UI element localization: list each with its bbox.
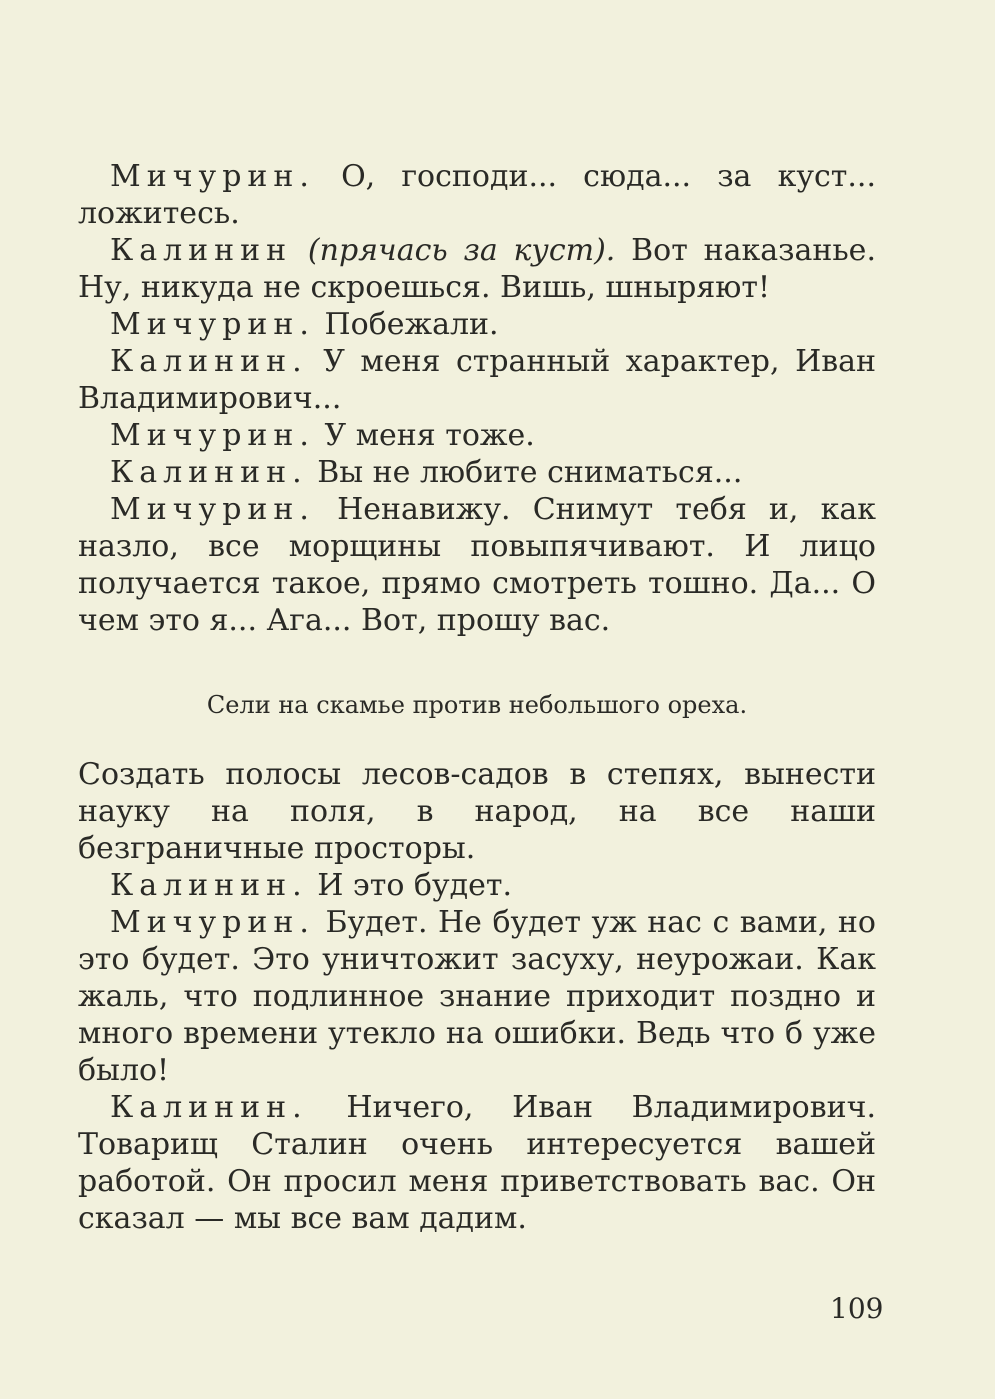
dialogue-text: Создать полосы лесов-садов в степях, вынести науку на поля, в народ, на все наши безграничные просторы. bbox=[78, 757, 876, 866]
dialogue-text: О, господи... сюда... за куст... ложитесь. bbox=[78, 159, 876, 231]
dialogue-text: И это будет. bbox=[307, 868, 512, 903]
dialogue-paragraph bbox=[78, 232, 876, 306]
dialogue-paragraph bbox=[78, 756, 876, 867]
stage-remark: (прячась за куст). bbox=[292, 233, 616, 268]
dialogue-paragraph bbox=[78, 1089, 876, 1237]
dialogue-text: Вот наказанье. Ну, никуда не скроешься. Вишь, шныряют! bbox=[78, 233, 876, 305]
dialogue-text: Вы не любите сниматься... bbox=[307, 455, 743, 490]
speaker-name: Калинин bbox=[110, 233, 293, 268]
speaker-name: Мичурин. bbox=[110, 905, 315, 940]
dialogue-text: У меня странный характер, Иван Владимирович... bbox=[78, 344, 876, 416]
speaker-name: Калинин. bbox=[110, 344, 308, 379]
dialogue-block-top bbox=[78, 158, 876, 639]
dialogue-paragraph bbox=[78, 454, 876, 491]
dialogue-paragraph bbox=[78, 343, 876, 417]
dialogue-paragraph bbox=[78, 417, 876, 454]
dialogue-text: Побежали. bbox=[314, 307, 499, 342]
dialogue-paragraph bbox=[78, 867, 876, 904]
speaker-name: Калинин. bbox=[110, 455, 308, 490]
dialogue-block-bottom bbox=[78, 756, 876, 1237]
dialogue-text: Будет. Не будет уж нас с вами, но это будет. Это уничтожит засуху, неурожаи. Как жаль, что подлинное знание приходит поздно и много времени утекло на ошибки. Ведь что б уже было! bbox=[78, 905, 876, 1088]
page-number: 109 bbox=[830, 1292, 884, 1325]
speaker-name: Мичурин. bbox=[110, 492, 315, 527]
speaker-name: Мичурин. bbox=[110, 418, 315, 453]
dialogue-paragraph bbox=[78, 904, 876, 1089]
speaker-name: Мичурин. bbox=[110, 307, 315, 342]
speaker-name: Мичурин. bbox=[110, 159, 315, 194]
dialogue-paragraph bbox=[78, 306, 876, 343]
dialogue-text: Ненавижу. Снимут тебя и, как назло, все морщины повыпячивают. И лицо получается такое, прямо смотреть тошно. Да... О чем это я... Ага... Вот, прошу вас. bbox=[78, 492, 876, 638]
speaker-name: Калинин. bbox=[110, 1090, 308, 1125]
dialogue-paragraph bbox=[78, 491, 876, 639]
dialogue-paragraph bbox=[78, 158, 876, 232]
stage-direction: Сели на скамье против небольшого ореха. bbox=[206, 691, 748, 719]
speaker-name: Калинин. bbox=[110, 868, 308, 903]
dialogue-text: У меня тоже. bbox=[314, 418, 535, 453]
dialogue-text: Ничего, Иван Владимирович. Товарищ Сталин очень интересуется вашей работой. Он просил меня приветствовать вас. Он сказал — мы все вам дадим. bbox=[78, 1090, 876, 1236]
